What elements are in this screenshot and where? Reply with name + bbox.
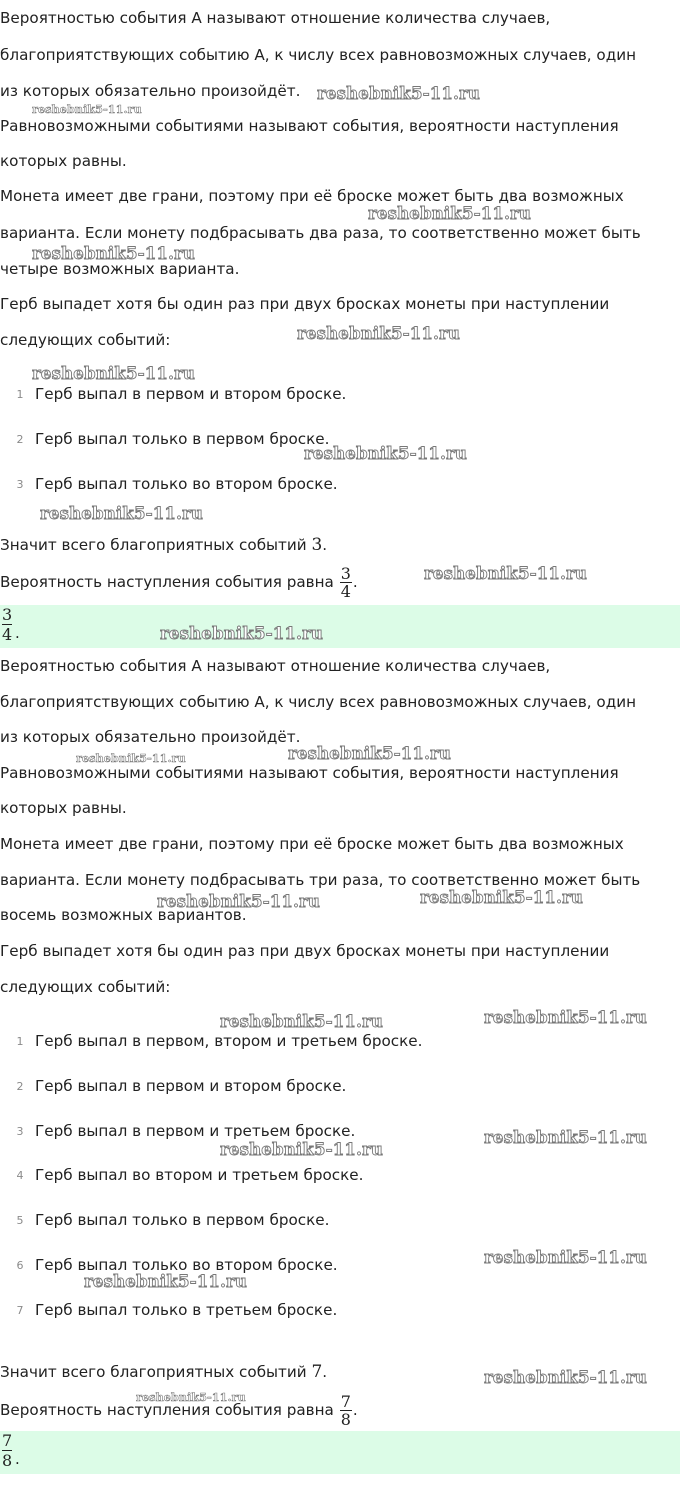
answer-denominator: 8: [2, 1451, 13, 1470]
coin-line: четыре возможных варианта.: [0, 260, 240, 278]
definition-line: из которых обязательно произойдёт.: [0, 82, 301, 100]
watermark: reshebnik5-11.ru: [297, 324, 461, 343]
events-intro-line: следующих событий:: [0, 978, 171, 996]
definition-line: Вероятностью события А называют отношение количества случаев,: [0, 9, 551, 27]
watermark: reshebnik5-11.ru: [424, 564, 588, 583]
equiprobable-line: Равновозможными событиями называют события, вероятности наступления: [0, 117, 619, 135]
list-item-text: Герб выпал в первом и втором броске.: [35, 1077, 347, 1095]
list-item-text: Герб выпал только в первом броске.: [35, 430, 330, 448]
watermark: reshebnik5-11.ru: [136, 1391, 246, 1404]
answer-end: .: [15, 1450, 20, 1468]
watermark: reshebnik5-11.ru: [220, 1140, 384, 1159]
watermark: reshebnik5-11.ru: [76, 752, 186, 765]
probability-text: Вероятность наступления события равна: [0, 1401, 339, 1419]
list-item-number: 6: [16, 1259, 24, 1272]
count-end: .: [322, 1363, 328, 1381]
fraction-numerator: 7: [340, 1392, 351, 1411]
watermark: reshebnik5-11.ru: [317, 84, 481, 103]
probability-fraction: [340, 565, 352, 600]
watermark: reshebnik5-11.ru: [484, 1008, 648, 1027]
probability-end: .: [352, 573, 358, 591]
coin-line: Монета имеет две грани, поэтому при её броске может быть два возможных: [0, 835, 624, 853]
probability-text: Вероятность наступления события равна: [0, 573, 339, 591]
list-item-text: Герб выпал в первом и третьем броске.: [35, 1122, 356, 1140]
watermark: reshebnik5-11.ru: [368, 204, 532, 223]
watermark: reshebnik5-11.ru: [40, 504, 204, 523]
watermark: reshebnik5-11.ru: [304, 444, 468, 463]
watermark: reshebnik5-11.ru: [32, 103, 142, 116]
answer-box: [0, 1431, 680, 1474]
fraction-denominator: 4: [340, 582, 351, 601]
probability-line: [0, 565, 358, 600]
probability-fraction: [340, 1393, 352, 1428]
events-intro-line: Герб выпадет хотя бы один раз при двух бросках монеты при наступлении: [0, 942, 610, 960]
list-item-number: 1: [16, 388, 24, 401]
count-line: [0, 1362, 327, 1382]
count-value: 7: [311, 1362, 323, 1382]
fraction-numerator: 3: [340, 564, 351, 583]
answer-box: [0, 605, 680, 648]
count-end: .: [322, 536, 328, 554]
list-item-text: Герб выпал только во втором броске.: [35, 475, 338, 493]
definition-line: Вероятностью события А называют отношение количества случаев,: [0, 657, 551, 675]
equiprobable-line: которых равны.: [0, 152, 127, 170]
count-line: [0, 535, 327, 555]
watermark: reshebnik5-11.ru: [484, 1248, 648, 1267]
answer-fraction: [2, 605, 12, 644]
watermark: reshebnik5-11.ru: [32, 244, 196, 263]
coin-line: Монета имеет две грани, поэтому при её броске может быть два возможных: [0, 187, 624, 205]
count-text: Значит всего благоприятных событий: [0, 1363, 312, 1381]
watermark: reshebnik5-11.ru: [220, 1012, 384, 1031]
list-item-number: 3: [16, 478, 24, 491]
events-intro-line: Герб выпадет хотя бы один раз при двух бросках монеты при наступлении: [0, 295, 610, 313]
fraction-denominator: 8: [340, 1410, 351, 1429]
answer-numerator: 3: [2, 605, 13, 624]
count-value: 3: [311, 535, 323, 555]
watermark: reshebnik5-11.ru: [157, 892, 321, 911]
coin-line: варианта. Если монету подбрасывать три раза, то соответственно может быть: [0, 871, 641, 889]
list-item-number: 3: [16, 1125, 24, 1138]
list-item-text: Герб выпал в первом, втором и третьем броске.: [35, 1032, 423, 1050]
watermark: reshebnik5-11.ru: [288, 744, 452, 763]
watermark: reshebnik5-11.ru: [420, 888, 584, 907]
watermark: reshebnik5-11.ru: [32, 364, 196, 383]
answer-end: .: [15, 624, 20, 642]
answer-numerator: 7: [2, 1431, 13, 1450]
answer-denominator: 4: [2, 625, 13, 644]
coin-line: восемь возможных вариантов.: [0, 906, 247, 924]
list-item-number: 2: [16, 433, 24, 446]
equiprobable-line: Равновозможными событиями называют события, вероятности наступления: [0, 764, 619, 782]
list-item-number: 4: [16, 1169, 24, 1182]
list-item-number: 5: [16, 1214, 24, 1227]
watermark: reshebnik5-11.ru: [160, 624, 324, 643]
list-item-text: Герб выпал в первом и втором броске.: [35, 385, 347, 403]
definition-line: благоприятствующих событию А, к числу всех равновозможных случаев, один: [0, 46, 637, 64]
definition-line: из которых обязательно произойдёт.: [0, 728, 301, 746]
probability-end: .: [352, 1401, 358, 1419]
list-item-number: 2: [16, 1080, 24, 1093]
watermark: reshebnik5-11.ru: [484, 1128, 648, 1147]
watermark: reshebnik5-11.ru: [484, 1368, 648, 1387]
events-intro-line: следующих событий:: [0, 331, 171, 349]
list-item-text: Герб выпал только в первом броске.: [35, 1211, 330, 1229]
count-text: Значит всего благоприятных событий: [0, 536, 312, 554]
list-item-text: Герб выпал только во втором броске.: [35, 1256, 338, 1274]
watermark: reshebnik5-11.ru: [84, 1272, 248, 1291]
list-item-number: 7: [16, 1304, 24, 1317]
list-item-number: 1: [16, 1035, 24, 1048]
list-item-text: Герб выпал только в третьем броске.: [35, 1301, 338, 1319]
coin-line: варианта. Если монету подбрасывать два раза, то соответственно может быть: [0, 224, 641, 242]
definition-line: благоприятствующих событию А, к числу всех равновозможных случаев, один: [0, 693, 637, 711]
equiprobable-line: которых равны.: [0, 799, 127, 817]
answer-fraction: [2, 1431, 12, 1470]
list-item-text: Герб выпал во втором и третьем броске.: [35, 1166, 364, 1184]
